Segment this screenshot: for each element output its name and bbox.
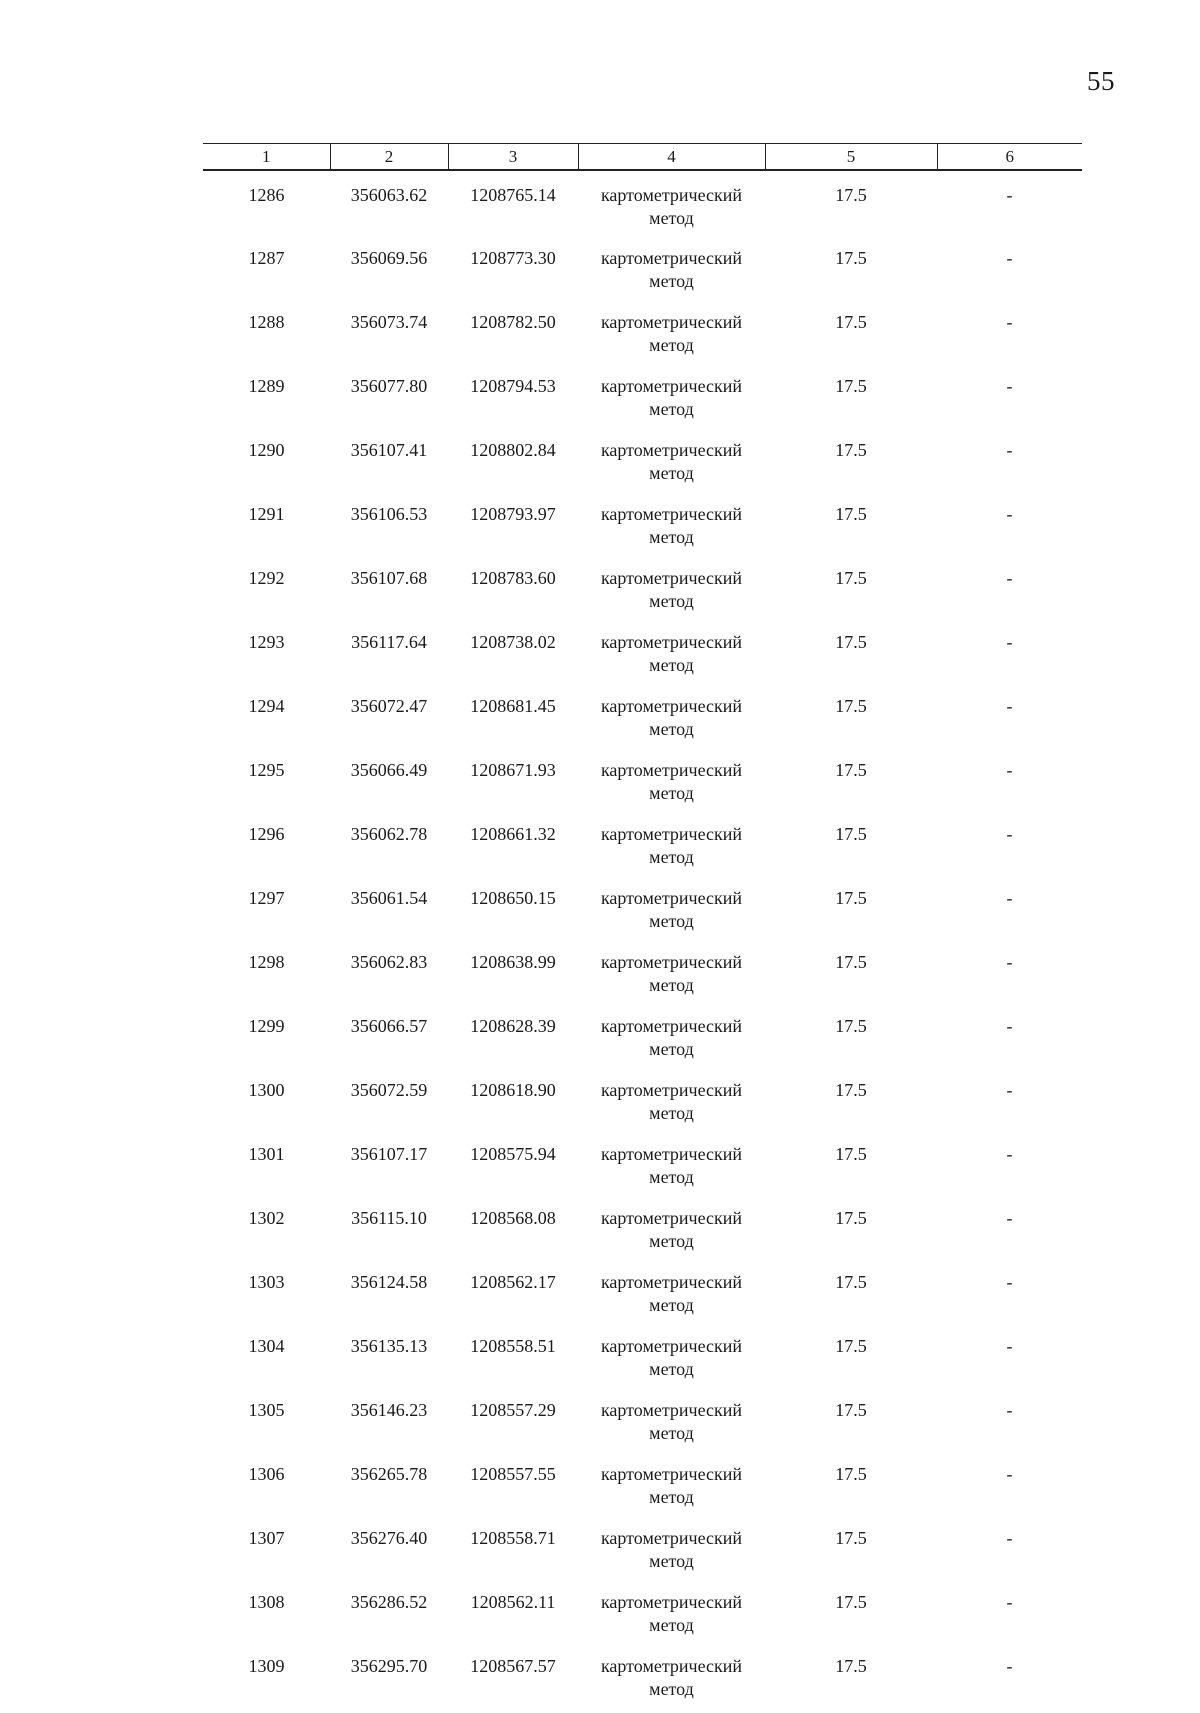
point-number-cell: 1304 (248, 1336, 285, 1356)
note-cell: - (1006, 1464, 1013, 1484)
accuracy-cell: 17.5 (835, 1144, 867, 1164)
point-number-cell: 1289 (248, 376, 285, 396)
method-line-2: метод (649, 1167, 694, 1187)
y-coordinate-cell: 1208783.60 (470, 568, 556, 588)
method-line-2: метод (649, 399, 694, 419)
accuracy-cell: 17.5 (835, 1464, 867, 1484)
y-coordinate-cell: 1208671.93 (470, 760, 556, 780)
method-line-2: метод (649, 527, 694, 547)
x-coordinate-cell: 356117.64 (351, 632, 427, 652)
x-coordinate-cell: 356066.49 (350, 760, 428, 780)
table-row (203, 497, 1082, 561)
table-row (203, 1009, 1082, 1073)
method-line-1: картометрический (600, 376, 743, 396)
method-cell (578, 241, 765, 305)
x-coordinate-cell: 356124.58 (350, 1272, 428, 1292)
table-row (203, 1649, 1082, 1713)
note-cell: - (1006, 1336, 1013, 1356)
table-row (203, 1073, 1082, 1137)
method-line-1: картометрический (600, 504, 743, 524)
method-cell (578, 170, 765, 241)
column-header-1: 1 (203, 144, 330, 171)
note-cell: - (1006, 952, 1013, 972)
x-coordinate-cell: 356077.80 (350, 376, 428, 396)
accuracy-cell: 17.5 (835, 1080, 867, 1100)
accuracy-cell: 17.5 (835, 1528, 867, 1548)
x-coordinate-cell: 356062.78 (350, 824, 428, 844)
method-line-2: метод (649, 1423, 694, 1443)
note-cell: - (1006, 888, 1013, 908)
table-row (203, 433, 1082, 497)
method-line-1: картометрический (600, 1080, 743, 1100)
y-coordinate-cell: 1208557.55 (470, 1464, 556, 1484)
method-line-1: картометрический (600, 1336, 743, 1356)
method-cell (578, 881, 765, 945)
note-cell: - (1006, 568, 1013, 588)
page-number: 55 (1087, 66, 1115, 96)
column-header-3: 3 (448, 144, 578, 171)
x-coordinate-cell: 356115.10 (351, 1208, 427, 1228)
method-cell (578, 625, 765, 689)
table-row (203, 1457, 1082, 1521)
table-row (203, 241, 1082, 305)
accuracy-cell: 17.5 (835, 504, 867, 524)
method-line-2: метод (649, 719, 694, 739)
note-cell: - (1006, 1208, 1013, 1228)
point-number-cell: 1292 (248, 568, 285, 588)
method-line-2: метод (649, 271, 694, 291)
column-header-6: 6 (937, 144, 1082, 171)
accuracy-cell: 17.5 (835, 632, 867, 652)
method-cell (578, 689, 765, 753)
y-coordinate-cell: 1208628.39 (470, 1016, 556, 1036)
accuracy-cell: 17.5 (835, 760, 867, 780)
note-cell: - (1006, 1592, 1013, 1612)
accuracy-cell: 17.5 (835, 952, 867, 972)
table-body (203, 170, 1082, 1713)
method-cell (578, 305, 765, 369)
method-line-1: картометрический (600, 1464, 743, 1484)
x-coordinate-cell: 356286.52 (350, 1592, 428, 1612)
x-coordinate-cell: 356276.40 (350, 1528, 428, 1548)
method-line-2: метод (649, 1231, 694, 1251)
x-coordinate-cell: 356072.59 (350, 1080, 428, 1100)
note-cell: - (1006, 504, 1013, 524)
note-cell: - (1006, 1656, 1013, 1676)
y-coordinate-cell: 1208567.57 (470, 1656, 556, 1676)
note-cell: - (1006, 1144, 1013, 1164)
note-cell: - (1006, 312, 1013, 332)
method-line-1: картометрический (600, 440, 743, 460)
point-number-cell: 1291 (248, 504, 285, 524)
accuracy-cell: 17.5 (835, 1592, 867, 1612)
table-row (203, 170, 1082, 241)
method-line-2: метод (649, 1551, 694, 1571)
point-number-cell: 1296 (248, 824, 285, 844)
y-coordinate-cell: 1208773.30 (470, 248, 556, 268)
note-cell: - (1006, 185, 1013, 205)
note-cell: - (1006, 1272, 1013, 1292)
method-line-1: картометрический (600, 1144, 743, 1164)
note-cell: - (1006, 440, 1013, 460)
table-row (203, 305, 1082, 369)
point-number-cell: 1298 (248, 952, 285, 972)
method-cell (578, 1585, 765, 1649)
method-line-1: картометрический (600, 568, 743, 588)
coordinates-table (203, 143, 1082, 1713)
point-number-cell: 1306 (248, 1464, 285, 1484)
x-coordinate-cell: 356106.53 (350, 504, 428, 524)
point-number-cell: 1301 (248, 1144, 285, 1164)
table-row (203, 1201, 1082, 1265)
accuracy-cell: 17.5 (835, 440, 867, 460)
y-coordinate-cell: 1208738.02 (470, 632, 556, 652)
method-line-1: картометрический (600, 760, 743, 780)
method-line-1: картометрический (600, 1272, 743, 1292)
note-cell: - (1006, 376, 1013, 396)
x-coordinate-cell: 356107.17 (350, 1144, 428, 1164)
table-header (203, 144, 1082, 171)
method-cell (578, 817, 765, 881)
y-coordinate-cell: 1208794.53 (470, 376, 556, 396)
method-line-2: метод (649, 1679, 694, 1699)
y-coordinate-cell: 1208802.84 (470, 440, 556, 460)
method-line-2: метод (649, 208, 694, 228)
accuracy-cell: 17.5 (835, 376, 867, 396)
method-line-2: метод (649, 1487, 694, 1507)
method-cell (578, 1265, 765, 1329)
method-cell (578, 369, 765, 433)
note-cell: - (1006, 824, 1013, 844)
accuracy-cell: 17.5 (835, 312, 867, 332)
method-line-2: метод (649, 1103, 694, 1123)
note-cell: - (1006, 1016, 1013, 1036)
method-cell (578, 497, 765, 561)
accuracy-cell: 17.5 (835, 824, 867, 844)
table-row (203, 1585, 1082, 1649)
method-line-1: картометрический (600, 1528, 743, 1548)
table-row (203, 1521, 1082, 1585)
x-coordinate-cell: 356072.47 (350, 696, 428, 716)
accuracy-cell: 17.5 (835, 1208, 867, 1228)
method-line-1: картометрический (600, 1592, 743, 1612)
accuracy-cell: 17.5 (835, 1656, 867, 1676)
x-coordinate-cell: 356062.83 (350, 952, 428, 972)
table-row (203, 369, 1082, 433)
x-coordinate-cell: 356066.57 (350, 1016, 428, 1036)
note-cell: - (1006, 1080, 1013, 1100)
accuracy-cell: 17.5 (835, 1016, 867, 1036)
y-coordinate-cell: 1208575.94 (470, 1144, 556, 1164)
point-number-cell: 1286 (248, 185, 285, 205)
table-row (203, 561, 1082, 625)
note-cell: - (1006, 1400, 1013, 1420)
y-coordinate-cell: 1208650.15 (470, 888, 556, 908)
point-number-cell: 1293 (248, 632, 285, 652)
method-line-2: метод (649, 655, 694, 675)
column-header-2: 2 (330, 144, 448, 171)
note-cell: - (1006, 248, 1013, 268)
method-cell (578, 1009, 765, 1073)
accuracy-cell: 17.5 (835, 185, 867, 205)
method-cell (578, 1521, 765, 1585)
table-row (203, 881, 1082, 945)
method-line-2: метод (649, 847, 694, 867)
y-coordinate-cell: 1208765.14 (470, 185, 556, 205)
point-number-cell: 1297 (248, 888, 285, 908)
method-cell (578, 1393, 765, 1457)
point-number-cell: 1302 (248, 1208, 285, 1228)
method-line-1: картометрический (600, 248, 743, 268)
method-line-1: картометрический (600, 888, 743, 908)
y-coordinate-cell: 1208681.45 (470, 696, 556, 716)
point-number-cell: 1307 (248, 1528, 285, 1548)
method-line-2: метод (649, 463, 694, 483)
point-number-cell: 1309 (248, 1656, 285, 1676)
x-coordinate-cell: 356073.74 (350, 312, 428, 332)
x-coordinate-cell: 356061.54 (350, 888, 428, 908)
x-coordinate-cell: 356295.70 (350, 1656, 428, 1676)
x-coordinate-cell: 356265.78 (350, 1464, 428, 1484)
y-coordinate-cell: 1208558.71 (470, 1528, 556, 1548)
y-coordinate-cell: 1208793.97 (470, 504, 556, 524)
method-line-1: картометрический (600, 952, 743, 972)
method-line-2: метод (649, 1359, 694, 1379)
accuracy-cell: 17.5 (835, 696, 867, 716)
method-line-2: метод (649, 783, 694, 803)
method-line-1: картометрический (600, 824, 743, 844)
method-cell (578, 1201, 765, 1265)
method-cell (578, 1137, 765, 1201)
table-row (203, 1265, 1082, 1329)
method-cell (578, 945, 765, 1009)
method-line-2: метод (649, 591, 694, 611)
method-line-1: картометрический (600, 1400, 743, 1420)
x-coordinate-cell: 356069.56 (350, 248, 428, 268)
point-number-cell: 1288 (248, 312, 285, 332)
column-header-4: 4 (578, 144, 765, 171)
y-coordinate-cell: 1208558.51 (470, 1336, 556, 1356)
accuracy-cell: 17.5 (835, 1272, 867, 1292)
note-cell: - (1006, 632, 1013, 652)
table-row (203, 817, 1082, 881)
y-coordinate-cell: 1208562.17 (470, 1272, 556, 1292)
accuracy-cell: 17.5 (835, 248, 867, 268)
method-line-2: метод (649, 1615, 694, 1635)
point-number-cell: 1300 (248, 1080, 285, 1100)
method-cell (578, 561, 765, 625)
x-coordinate-cell: 356063.62 (350, 185, 428, 205)
table-row (203, 1329, 1082, 1393)
y-coordinate-cell: 1208782.50 (470, 312, 556, 332)
method-line-2: метод (649, 1039, 694, 1059)
table-row (203, 1137, 1082, 1201)
accuracy-cell: 17.5 (835, 1336, 867, 1356)
method-cell (578, 1649, 765, 1713)
y-coordinate-cell: 1208618.90 (470, 1080, 556, 1100)
header-row (203, 144, 1082, 171)
method-cell (578, 1329, 765, 1393)
method-line-2: метод (649, 975, 694, 995)
x-coordinate-cell: 356135.13 (350, 1336, 428, 1356)
y-coordinate-cell: 1208568.08 (470, 1208, 556, 1228)
y-coordinate-cell: 1208562.11 (470, 1592, 556, 1612)
table-row (203, 625, 1082, 689)
point-number-cell: 1308 (248, 1592, 285, 1612)
method-line-2: метод (649, 911, 694, 931)
x-coordinate-cell: 356107.41 (350, 440, 428, 460)
point-number-cell: 1305 (248, 1400, 285, 1420)
point-number-cell: 1299 (248, 1016, 285, 1036)
method-line-1: картометрический (600, 1016, 743, 1036)
method-line-2: метод (649, 335, 694, 355)
method-line-1: картометрический (600, 1208, 743, 1228)
method-line-1: картометрический (600, 632, 743, 652)
x-coordinate-cell: 356146.23 (350, 1400, 428, 1420)
method-cell (578, 1073, 765, 1137)
table-row (203, 1393, 1082, 1457)
point-number-cell: 1290 (248, 440, 285, 460)
table-row (203, 945, 1082, 1009)
point-number-cell: 1303 (248, 1272, 285, 1292)
method-cell (578, 433, 765, 497)
point-number-cell: 1295 (248, 760, 285, 780)
table-row (203, 689, 1082, 753)
y-coordinate-cell: 1208638.99 (470, 952, 556, 972)
method-line-1: картометрический (600, 696, 743, 716)
method-cell (578, 753, 765, 817)
column-header-5: 5 (765, 144, 937, 171)
accuracy-cell: 17.5 (835, 1400, 867, 1420)
method-line-1: картометрический (600, 1656, 743, 1676)
note-cell: - (1006, 760, 1013, 780)
point-number-cell: 1294 (248, 696, 285, 716)
note-cell: - (1006, 696, 1013, 716)
method-line-1: картометрический (600, 185, 743, 205)
point-number-cell: 1287 (248, 248, 285, 268)
y-coordinate-cell: 1208557.29 (470, 1400, 556, 1420)
x-coordinate-cell: 356107.68 (350, 568, 428, 588)
method-line-1: картометрический (600, 312, 743, 332)
accuracy-cell: 17.5 (835, 888, 867, 908)
method-cell (578, 1457, 765, 1521)
table-row (203, 753, 1082, 817)
accuracy-cell: 17.5 (835, 568, 867, 588)
method-line-2: метод (649, 1295, 694, 1315)
note-cell: - (1006, 1528, 1013, 1548)
y-coordinate-cell: 1208661.32 (470, 824, 556, 844)
